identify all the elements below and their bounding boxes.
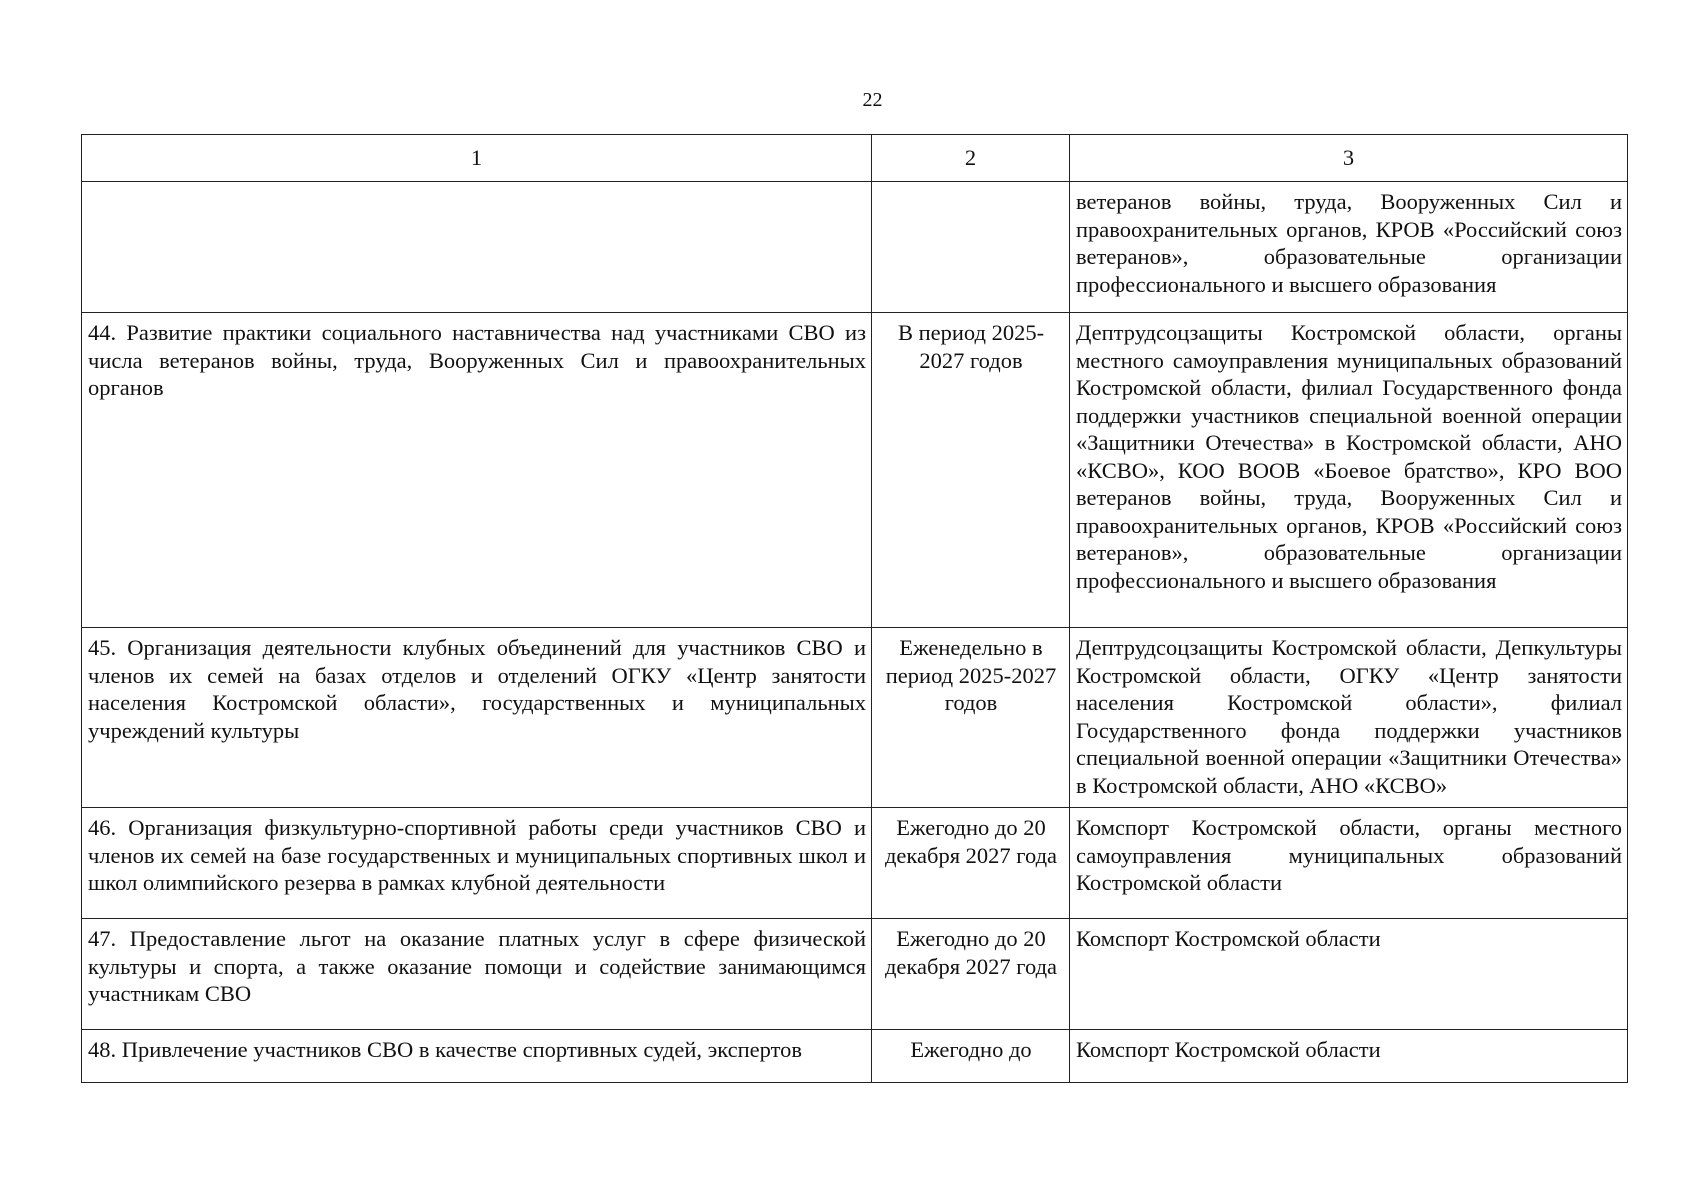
executors-cell: Комспорт Костромской области, органы местного самоуправления муниципальных образований Костромской области (1070, 808, 1628, 919)
column-header-2: 2 (872, 135, 1070, 182)
task-cell: 45. Организация деятельности клубных объединений для участников СВО и членов их семей на базах отделов и отделений ОГКУ «Центр занятости населения Костромской области», государственных и муниципальных учреждений культуры (82, 628, 872, 808)
executors-cell: Комспорт Костромской области (1070, 1030, 1628, 1083)
task-cell: 47. Предоставление льгот на оказание платных услуг в сфере физической культуры и спорта, а также оказание помощи и содействие занимающимся участникам СВО (82, 919, 872, 1030)
executors-cell: Дептрудсоцзащиты Костромской области, органы местного самоуправления муниципальных образований Костромской области, филиал Государственного фонда поддержки участников специальной военной операции «Защитники Отечества» в Костромской области, АНО «КСВО», КОО ВООВ «Боевое братство», КРО ВОО ветеранов войны, труда, Вооруженных Сил и правоохранительных органов, КРОВ «Российский союз ветеранов», образовательные организации профессионального и высшего образования (1070, 313, 1628, 628)
term-cell: В период 2025-2027 годов (872, 313, 1070, 628)
executors-cell: Комспорт Костромской области (1070, 919, 1628, 1030)
table-row (82, 808, 1628, 919)
table-row (82, 1030, 1628, 1083)
measures-table (81, 134, 1628, 1083)
table-row (82, 313, 1628, 628)
executors-cell: Дептрудсоцзащиты Костромской области, Депкультуры Костромской области, ОГКУ «Центр занятости населения Костромской области», филиал Государственного фонда поддержки участников специальной военной операции «Защитники Отечества» в Костромской области, АНО «КСВО» (1070, 628, 1628, 808)
task-cell (82, 182, 872, 313)
table-row (82, 182, 1628, 313)
term-cell: Еженедельно в период 2025-2027 годов (872, 628, 1070, 808)
column-header-1: 1 (82, 135, 872, 182)
table-row (82, 919, 1628, 1030)
task-cell: 44. Развитие практики социального наставничества над участниками СВО из числа ветеранов войны, труда, Вооруженных Сил и правоохранительных органов (82, 313, 872, 628)
term-cell (872, 182, 1070, 313)
term-cell: Ежегодно до (872, 1030, 1070, 1083)
executors-cell: ветеранов войны, труда, Вооруженных Сил и правоохранительных органов, КРОВ «Российский союз ветеранов», образовательные организации профессионального и высшего образования (1070, 182, 1628, 313)
task-cell: 46. Организация физкультурно-спортивной работы среди участников СВО и членов их семей на базе государственных и муниципальных спортивных школ и школ олимпийского резерва в рамках клубной деятельности (82, 808, 872, 919)
term-cell: Ежегодно до 20 декабря 2027 года (872, 808, 1070, 919)
page-number: 22 (862, 89, 883, 111)
table-row (82, 628, 1628, 808)
header-row (82, 135, 1628, 182)
column-header-3: 3 (1070, 135, 1628, 182)
task-cell: 48. Привлечение участников СВО в качестве спортивных судей, экспертов (82, 1030, 872, 1083)
term-cell: Ежегодно до 20 декабря 2027 года (872, 919, 1070, 1030)
